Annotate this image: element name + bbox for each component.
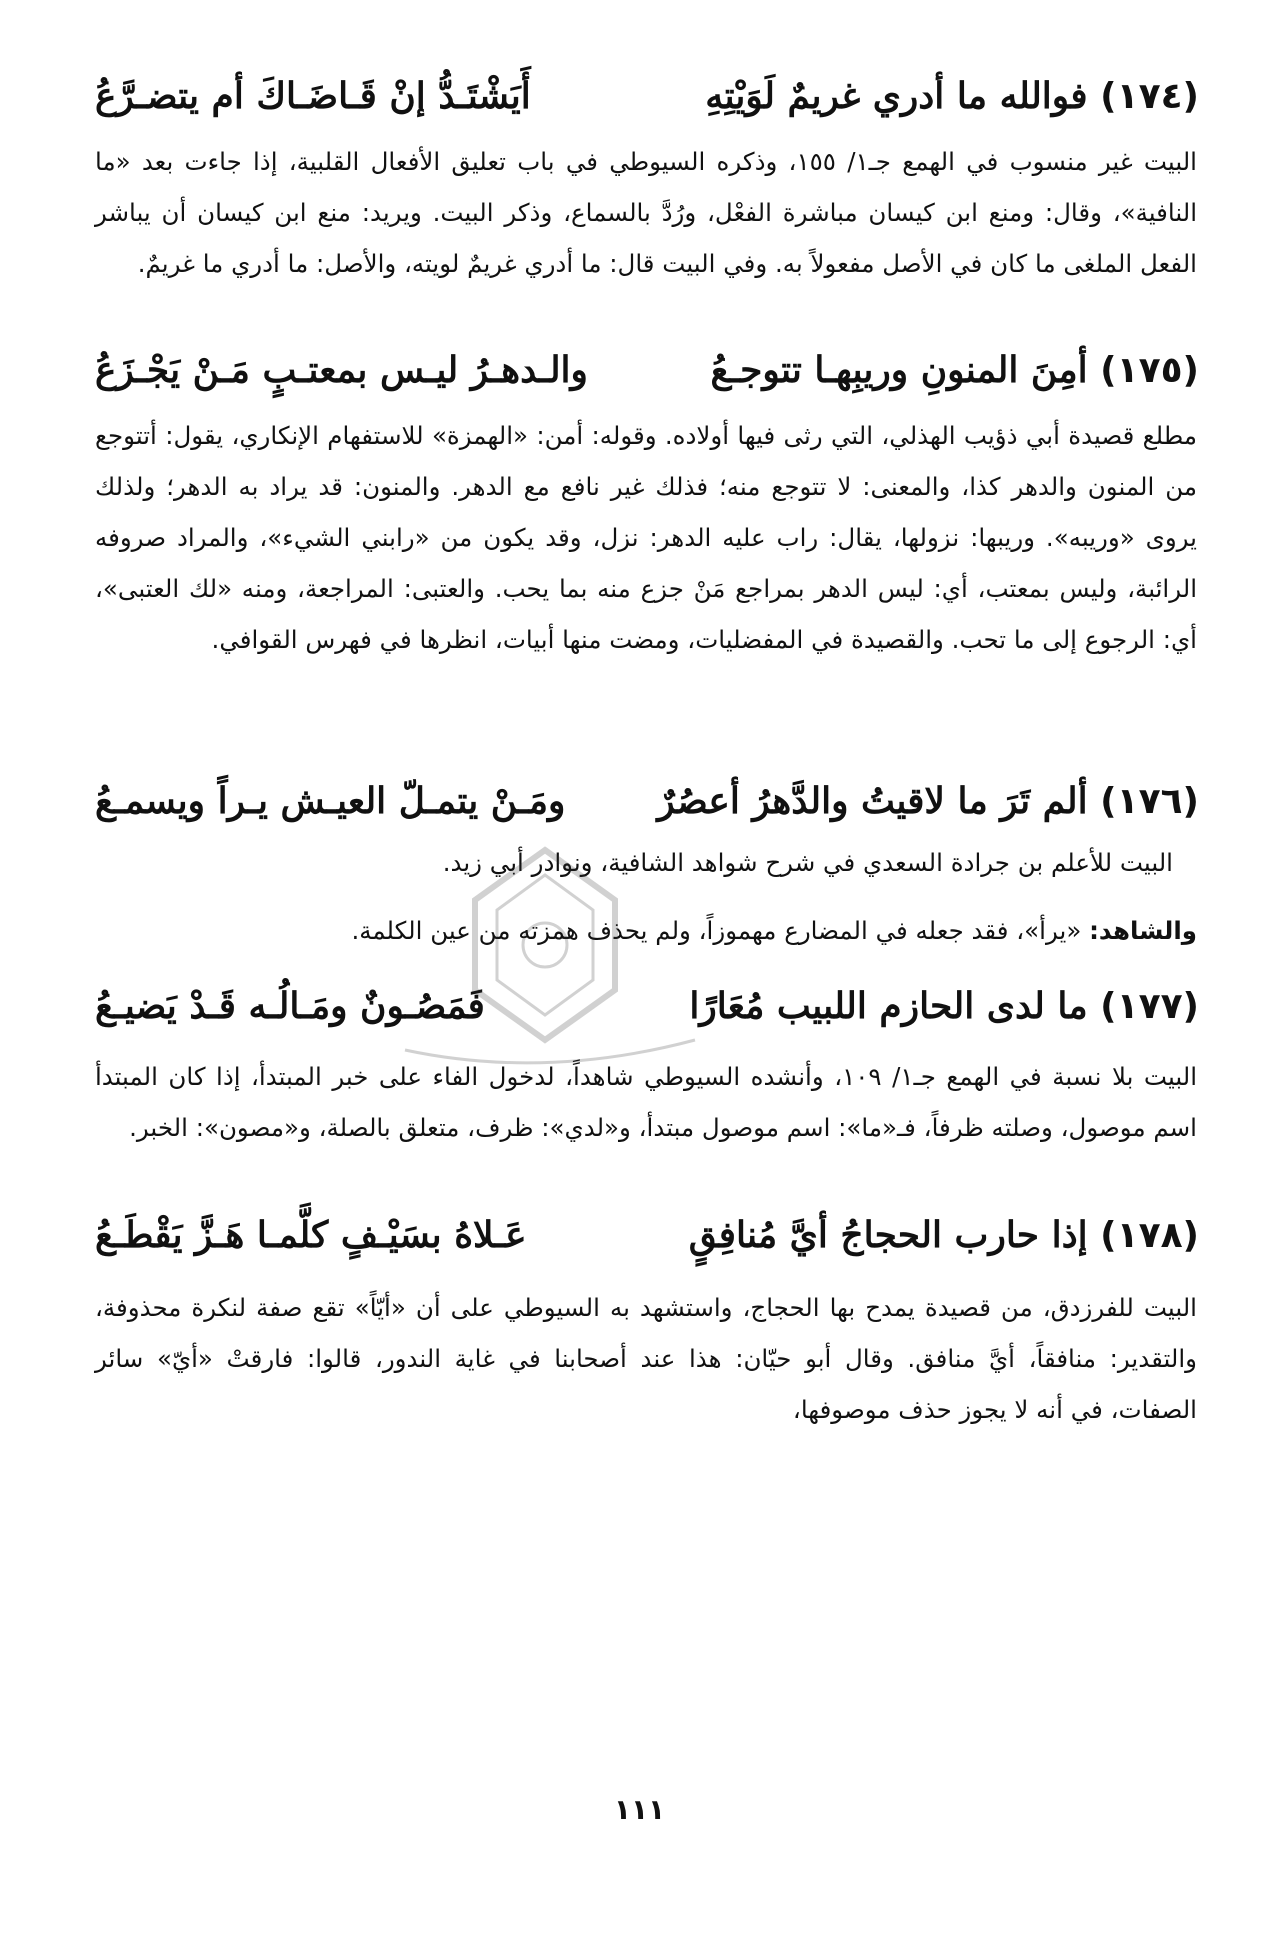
verse-second-hemistich: والـدهـرُ ليـس بمعتـبٍ مَـنْ يَجْـزَعُ <box>95 349 588 391</box>
verse-second-hemistich: فَمَصُـونٌ ومَـالُـه قَـدْ يَضيـعُ <box>95 985 485 1027</box>
verse-number: (١٧٦) <box>1100 781 1199 822</box>
verse-second-hemistich: عَـلاهُ بسَيْـفٍ كلَّمـا هَـزَّ يَقْطَـعُ <box>95 1214 527 1256</box>
commentary-paragraph <box>95 136 1197 289</box>
paragraph-text: البيت للأعلم بن جرادة السعدي في شرح شواهد الشافية، ونوادر أبي زيد. <box>442 848 1173 877</box>
verse-number: (١٧٤) <box>1100 76 1199 117</box>
page-number: ١١١ <box>613 1793 666 1826</box>
verse-175 <box>95 337 1199 403</box>
verse-number: (١٧٥) <box>1100 350 1199 391</box>
paragraph-text: البيت للفرزدق، من قصيدة يمدح بها الحجاج، واستشهد به السيوطي على أن «أيّاً» تقع صفة لنكرة محذوفة، والتقدير: منافقاً، أيَّ منافق. وقال أبو حيّان: هذا عند أصحابنا في غاية الندور، قالوا: فارقتْ «أيّ» سائر الصفات، في أنه لا يجوز حذف موصوفها، <box>95 1293 1197 1424</box>
paragraph-text: البيت غير منسوب في الهمع جـ١/ ١٥٥، وذكره السيوطي في باب تعليق الأفعال القلبية، إذا جاءت بعد «ما النافية»، وقال: ومنع ابن كيسان مباشرة الفعْل، ورُدَّ بالسماع، وذكر البيت. ويريد: منع ابن كيسان أن يباشر الفعل الملغى ما كان في الأصل مفعولاً به. وفي البيت قال: ما أدري غريمٌ لويته، والأصل: ما أدري ما غريمٌ. <box>95 147 1197 278</box>
paragraph-lead: والشاهد: <box>1089 916 1197 945</box>
commentary-paragraph <box>95 410 1197 665</box>
verse-first-hemistich: (١٧٥) أمِنَ المنونِ وريبِهـا تتوجـعُ <box>710 349 1199 391</box>
verse-first-hemistich: (١٧٤) فوالله ما أدري غريمٌ لَوَيْتِهِ <box>705 75 1199 117</box>
paragraph-text: «يرأ»، فقد جعله في المضارع مهموزاً، ولم يحذف همزته من عين الكلمة. <box>351 916 1090 945</box>
verse-first-hemistich: (١٧٨) إذا حارب الحجاجُ أيَّ مُنافِقٍ <box>688 1214 1199 1256</box>
commentary-paragraph <box>95 1282 1197 1435</box>
watermark-stamp-icon <box>365 840 725 1070</box>
verse-number: (١٧٧) <box>1100 986 1199 1027</box>
verse-176 <box>95 768 1199 834</box>
verse-number: (١٧٨) <box>1100 1215 1199 1256</box>
verse-first-hemistich: (١٧٦) ألم تَرَ ما لاقيتُ والدَّهرُ أعصُرٌ <box>657 780 1199 822</box>
verse-first-hemistich: (١٧٧) ما لدى الحازم اللبيب مُعَارًا <box>689 985 1199 1027</box>
verse-174 <box>95 63 1199 129</box>
paragraph-text: البيت بلا نسبة في الهمع جـ١/ ١٠٩، وأنشده السيوطي شاهداً، لدخول الفاء على خبر المبتدأ، إذا كان المبتدأ اسم موصول، وصلته ظرفاً، فـ«ما»: اسم موصول مبتدأ، و«لدي»: ظرف، متعلق بالصلة، و«مصون»: الخبر. <box>95 1062 1198 1142</box>
paragraph-text: مطلع قصيدة أبي ذؤيب الهذلي، التي رثى فيها أولاده. وقوله: أمن: «الهمزة» للاستفهام الإنكاري، يقول: أتتوجع من المنون والدهر كذا، والمعنى: لا تتوجع منه؛ فذلك غير نافع مع الدهر. والمنون: قد يراد به الدهر؛ ولذلك يروى «وريبه». وريبها: نزولها، يقال: راب عليه الدهر: نزل، وقد يكون من «رابني الشيء»، والمراد صروفه الرائبة، وليس بمعتب، أي: ليس الدهر بمراجع مَنْ جزع منه بما يحب. والعتبى: المراجعة، ومنه «لك العتبى»، أي: الرجوع إلى ما تحب. والقصيدة في المفضليات، ومضت منها أبيات، انظرها في فهرس القوافي. <box>95 421 1197 654</box>
verse-178 <box>95 1202 1199 1268</box>
verse-second-hemistich: أَيَشْتَـدُّ إنْ قَـاضَـاكَ أم يتضـرَّعُ <box>95 75 531 117</box>
verse-second-hemistich: ومَـنْ يتمـلّ العيـش يـراً ويسمـعُ <box>95 780 566 822</box>
